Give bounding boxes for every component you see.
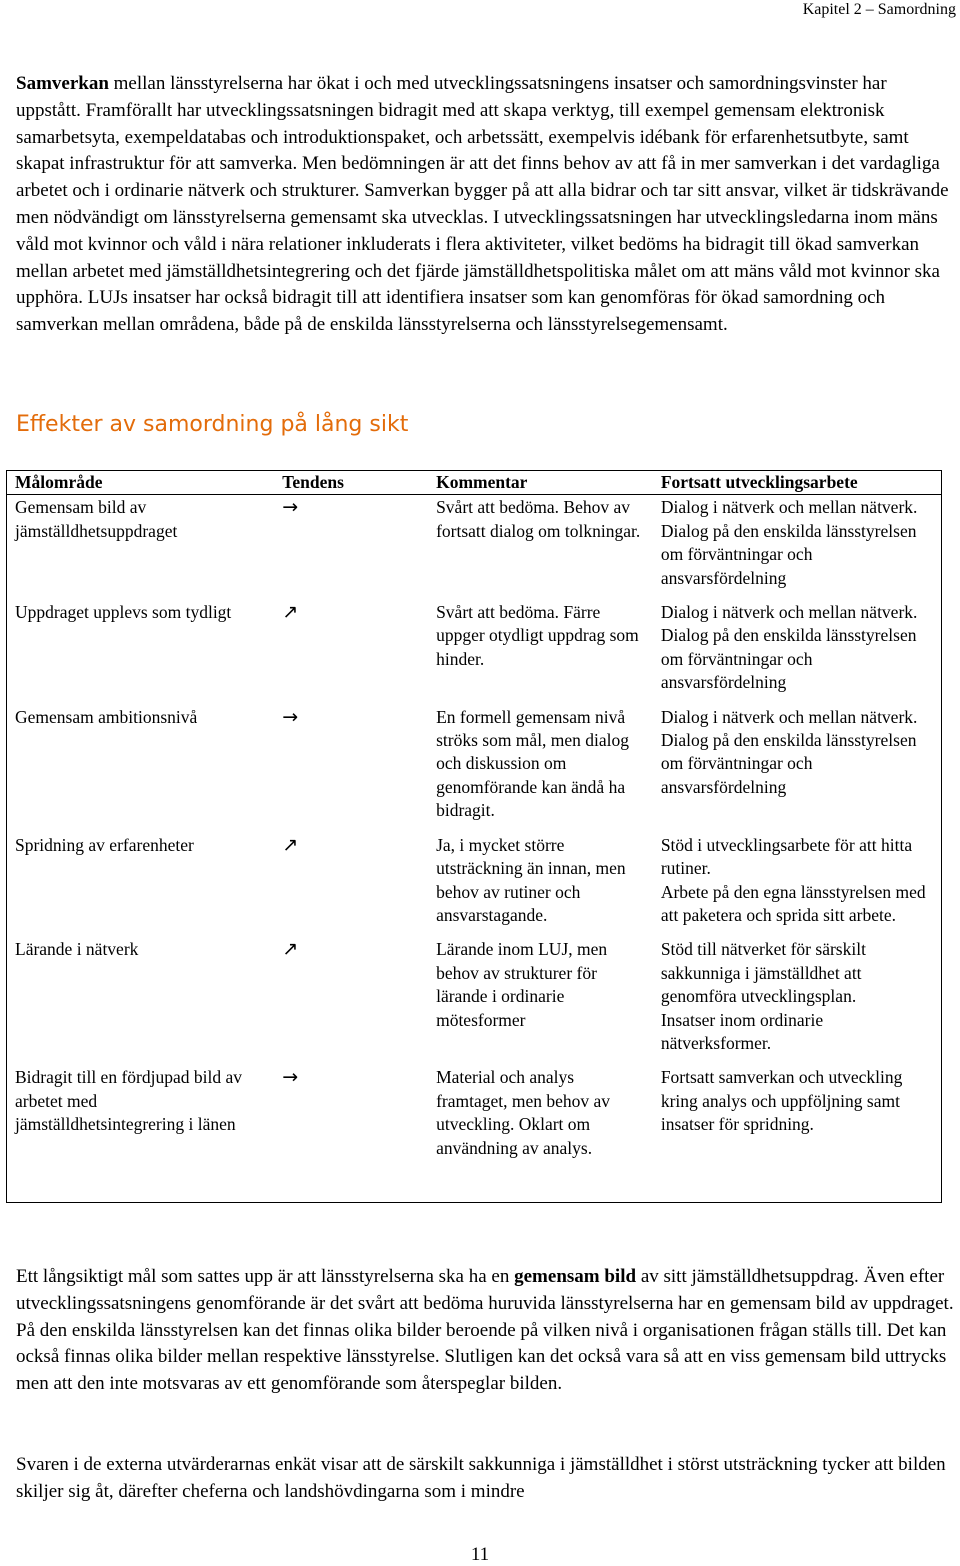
table-row — [7, 937, 942, 1065]
trend-arrow-icon: → — [282, 496, 299, 519]
header-kommentar: Kommentar — [428, 471, 653, 495]
cell-continued — [653, 705, 942, 833]
intro-paragraph — [16, 71, 956, 339]
cell-area: Gemensam ambitionsnivå — [15, 706, 198, 727]
continued-line: Dialog på den enskilda länsstyrelsen om förväntningar och ansvarsfördelning — [660, 625, 917, 693]
section-heading: Effekter av samordning på lång sikt — [16, 412, 409, 437]
continued-line: Fortsatt samverkan och utveckling kring analys och uppföljning samt insatser för spridning. — [660, 1067, 903, 1135]
intro-bold-lead: Samverkan — [16, 73, 109, 94]
continued-line: Dialog på den enskilda länsstyrelsen om förväntningar och ansvarsfördelning — [660, 730, 917, 797]
continued-line: Stöd till nätverket för särskilt sakkunniga i jämställdhet att genomföra utvecklingsplan. — [660, 939, 866, 1007]
body-paragraph-survey: Svaren i de externa utvärderarnas enkät visar att de särskilt sakkunniga i jämställdhet i störst utsträckning tycker att bilden skiljer sig åt, därefter cheferna och landshövdingarna som i mindre — [16, 1454, 946, 1502]
continued-line: Insatser inom ordinarie nätverksformer. — [660, 1009, 824, 1053]
continued-line: Arbete på den egna länsstyrelsen med att paketera och sprida sitt arbete. — [660, 881, 926, 925]
body-paragraph-common-picture — [16, 1264, 956, 1398]
cell-continued — [653, 937, 942, 1065]
continued-line: Dialog i nätverk och mellan nätverk. — [660, 497, 918, 518]
effects-table — [6, 470, 942, 1203]
cell-comment: Material och analys framtaget, men behov av utveckling. Oklart om användning av analys. — [428, 1065, 653, 1202]
cell-comment: Svårt att bedöma. Behov av fortsatt dialog om tolkningar. — [436, 497, 641, 541]
trend-arrow-icon: ↗ — [282, 601, 299, 624]
cell-area: Uppdraget upplevs som tydligt — [15, 602, 232, 623]
cell-comment: Ja, i mycket större utsträckning än innan, men behov av rutiner och ansvarstagande. — [436, 834, 626, 925]
header-malomrade: Målområde — [7, 471, 275, 495]
table-row — [7, 1065, 942, 1202]
continued-line: Dialog i nätverk och mellan nätverk. — [660, 602, 918, 623]
cell-continued — [653, 833, 942, 938]
cell-continued — [653, 1065, 942, 1202]
cell-area: Spridning av erfarenheter — [15, 834, 194, 855]
intro-text: mellan länsstyrelserna har ökat i och med utvecklingssatsningens insatser och samordningsvinster har uppstått. Framförallt har utvecklingssatsningen bidragit med att skapa verktyg, till exempel gemensam elektronisk samarbetsyta, exempeldatabas och introduktionspaket, och arbetssätt, exempelvis idébank för erfarenhetsutbyte, samt skapat infrastruktur för att samverka. Men bedömningen är att det finns behov av att få in mer samverkan i det vardagliga arbetet och i ordinarie nätverk och strukturer. Samverkan bygger på att alla bidrar och tar sitt ansvar, vilket är tidskrävande men nödvändigt om länsstyrelserna gemensamt ska utvecklas. I utvecklingssatsningen har utvecklingsledarna inom mäns våld mot kvinnor och våld i nära relationer inkluderats i flera aktiviteter, vilket bedöms ha bidragit till ökad samverkan mellan arbetet med jämställdhetsintegrering och det fjärde jämställdhetspolitiska målet om att mäns våld mot kvinnor ska upphöra. LUJs insatser har också bidragit till att identifiera insatser som kan genomföras för ökad samordning och samverkan mellan områdena, både på de enskilda länsstyrelserna och länsstyrelsegemensamt. — [16, 73, 949, 336]
table-row — [7, 495, 942, 600]
header-fortsatt: Fortsatt utvecklingsarbete — [653, 471, 942, 495]
cell-comment: Svårt att bedöma. Färre uppger otydligt uppdrag som hinder. — [436, 602, 639, 669]
para2-before: Ett långsiktigt mål som sattes upp är att länsstyrelserna ska ha en — [16, 1266, 515, 1287]
cell-area: Gemensam bild av jämställdhetsuppdraget — [15, 497, 178, 541]
para2-after: av sitt jämställdhetsuppdrag. Även efter utvecklingssatsningens genomförande är det svårt att bedöma huruvida länsstyrelserna har en gemensam bild av uppdraget. På den enskilda länsstyrelsen kan det finnas olika bilder beroende på vilken nivå i organisationen frågan ställs till. Det kan också finnas olika bilder mellan respektive länsstyrelse. Slutligen kan det också vara så att en viss gemensam bild uttrycks men att den inte motsvaras av ett genomförande som återspeglar bilden. — [16, 1266, 954, 1395]
table-header-row — [7, 471, 942, 495]
cell-continued — [653, 600, 942, 705]
trend-arrow-icon: → — [282, 705, 299, 728]
page-number: 11 — [470, 1544, 490, 1565]
table-row — [7, 833, 942, 938]
trend-arrow-icon: ↗ — [282, 833, 299, 856]
cell-comment: En formell gemensam nivå ströks som mål, men dialog och diskussion om genomförande kan ändå ha bidragit. — [436, 706, 630, 821]
table-row — [7, 600, 942, 705]
table-row — [7, 705, 942, 833]
cell-comment: Lärande inom LUJ, men behov av strukturer för lärande i ordinarie mötesformer — [436, 939, 608, 1030]
para2-bold: gemensam bild — [514, 1266, 637, 1287]
cell-area: Bidragit till en fördjupad bild av arbetet med jämställdhetsintegrering i länen — [7, 1065, 275, 1202]
continued-line: Stöd i utvecklingsarbete för att hitta rutiner. — [660, 834, 913, 879]
trend-arrow-icon: ↗ — [282, 938, 299, 961]
cell-area: Lärande i nätverk — [15, 939, 139, 960]
running-header: Kapitel 2 – Samordning — [802, 1, 956, 18]
header-tendens: Tendens — [274, 471, 428, 495]
trend-arrow-icon: → — [274, 1065, 428, 1202]
cell-continued — [653, 495, 942, 600]
continued-line: Dialog i nätverk och mellan nätverk. — [660, 706, 918, 727]
continued-line: Dialog på den enskilda länsstyrelsen om förväntningar och ansvarsfördelning — [660, 520, 917, 588]
